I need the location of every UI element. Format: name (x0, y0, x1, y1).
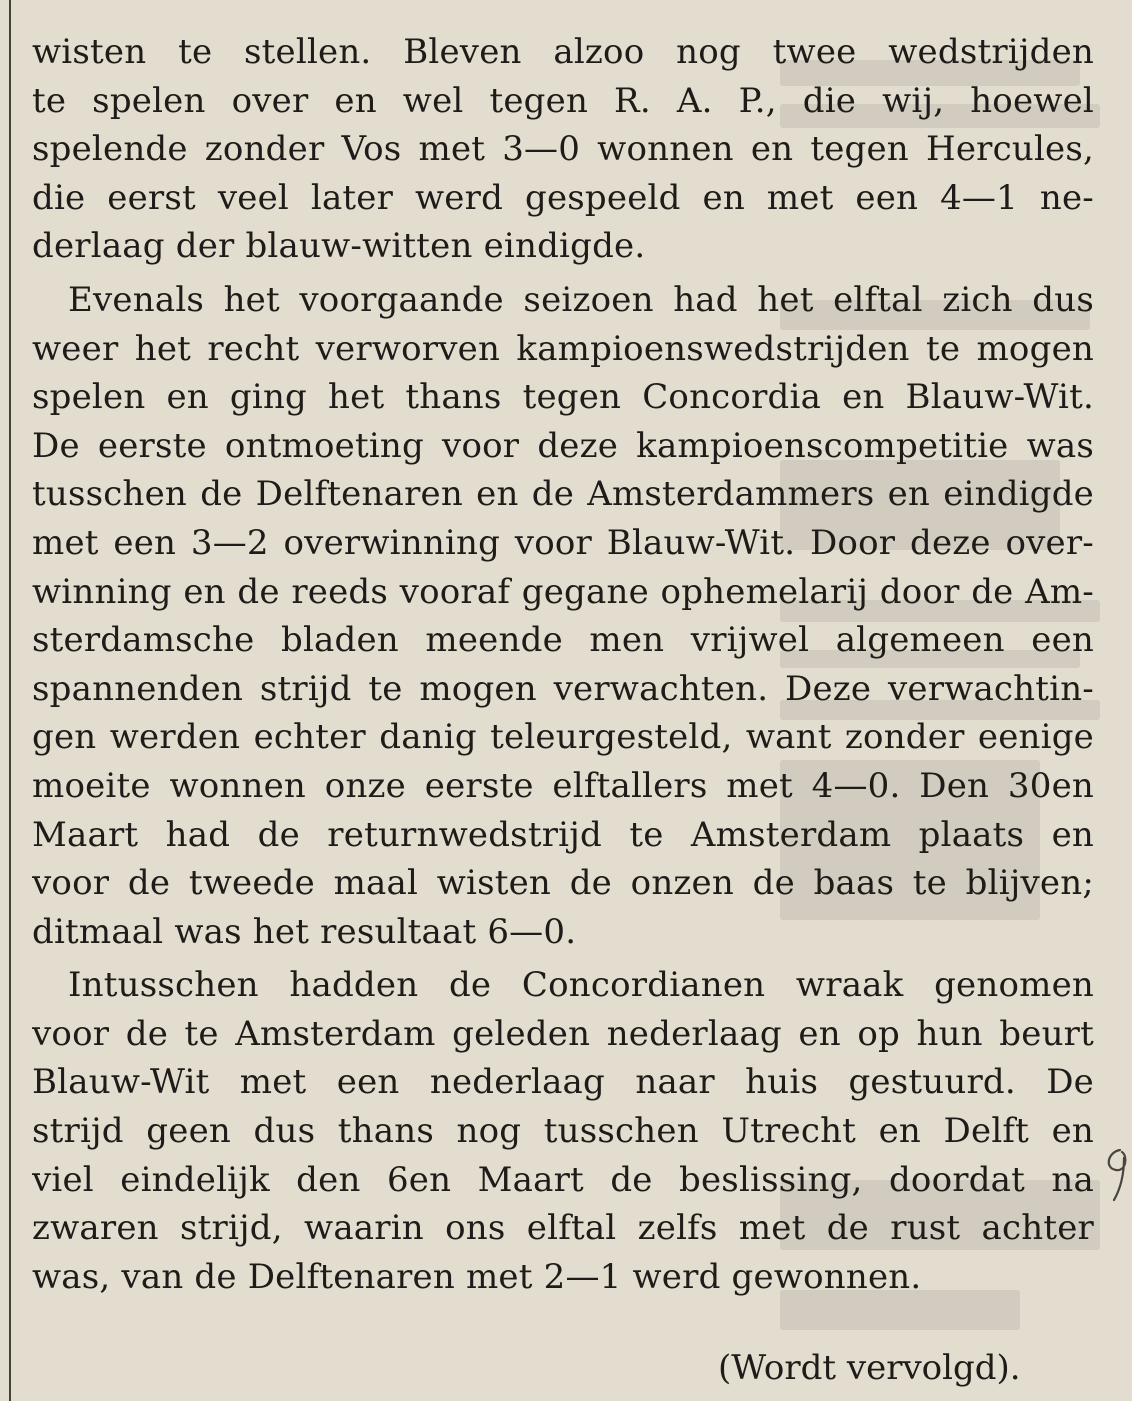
text-line: wisten te stellen. Bleven alzoo nog twee wedstrijden (32, 32, 1094, 72)
paragraph-3 (32, 961, 1094, 1301)
text-line: te spelen over en wel tegen R. A. P., die wij, hoewel (32, 80, 1094, 121)
text-line: gen werden echter danig teleurgesteld, want zonder eenige (32, 717, 1094, 758)
text-line: zwaren strijd, waarin ons elftal zelfs met de rust achter (32, 1208, 1094, 1249)
column-rule (9, 0, 11, 1401)
text-line: tusschen de Delftenaren en de Amsterdammers en eindigde (32, 474, 1094, 515)
text-line: met een 3—2 overwinning voor Blauw-Wit. Door deze over- (32, 522, 1094, 563)
text-line: was, van de Delftenaren met 2—1 werd gewonnen. (32, 1256, 922, 1297)
text-line: spannenden strijd te mogen verwachten. Deze verwachtin- (32, 668, 1094, 709)
text-line: derlaag der blauw-witten eindigde. (32, 226, 646, 267)
text-line: spelen en ging het thans tegen Concordia en Blauw-Wit. (32, 377, 1094, 418)
paragraph-1 (32, 28, 1094, 271)
text-line: Maart had de returnwedstrijd te Amsterdam plaats en (32, 814, 1094, 855)
continued-note: (Wordt vervolgd). (718, 1348, 1021, 1388)
text-line: spelende zonder Vos met 3—0 wonnen en tegen Hercules, (32, 129, 1094, 170)
text-line: moeite wonnen onze eerste elftallers met 4—0. Den 30en (32, 765, 1094, 806)
text-line: voor de tweede maal wisten de onzen de baas te blijven; (32, 863, 1094, 904)
text-line: Blauw-Wit met een nederlaag naar huis gestuurd. De (32, 1062, 1094, 1103)
text-line: viel eindelijk den 6en Maart de beslissing, doordat na (32, 1159, 1094, 1200)
text-line: Intusschen hadden de Concordianen wraak genomen (68, 965, 1094, 1006)
text-line: Evenals het voorgaande seizoen had het elftal zich dus (68, 279, 1094, 320)
text-line: voor de te Amsterdam geleden nederlaag en op hun beurt (32, 1013, 1094, 1054)
text-line: De eerste ontmoeting voor deze kampioenscompetitie was (32, 425, 1094, 466)
pencil-mark-icon (1100, 1146, 1130, 1202)
article-body (32, 28, 1094, 1301)
text-line: weer het recht verworven kampioenswedstrijden te mogen (32, 328, 1094, 369)
text-line: ditmaal was het resultaat 6—0. (32, 911, 577, 952)
text-line: die eerst veel later werd gespeeld en met een 4—1 ne- (32, 177, 1094, 218)
paragraph-2 (32, 276, 1094, 956)
text-line: sterdamsche bladen meende men vrijwel algemeen een (32, 620, 1094, 661)
text-line: strijd geen dus thans nog tusschen Utrecht en Delft en (32, 1111, 1094, 1152)
text-line: winning en de reeds vooraf gegane ophemelarij door de Am- (32, 571, 1094, 612)
